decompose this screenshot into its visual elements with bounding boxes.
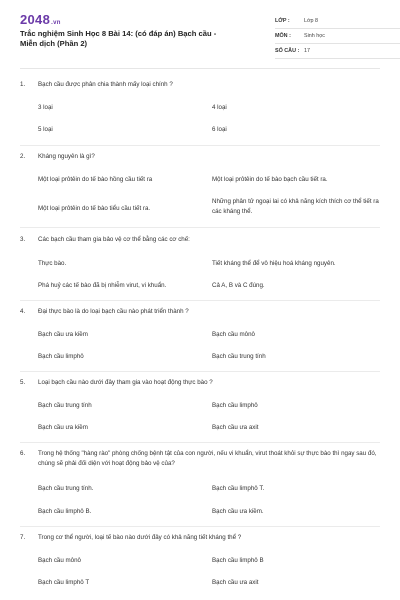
answer-option[interactable]: Tiết kháng thể để vô hiệu hoá kháng nguyên. <box>212 260 336 267</box>
question-separator <box>20 227 380 228</box>
question-4 <box>20 307 380 317</box>
answer-option[interactable]: Bạch cầu trung tính <box>212 353 266 360</box>
answer-option[interactable]: Bạch cầu ưa axit <box>212 424 259 431</box>
answer-option[interactable]: Bạch cầu ưa kiềm <box>38 424 88 431</box>
answer-option[interactable]: Bạch cầu ưa axit <box>212 579 259 586</box>
answer-option[interactable]: Bạch cầu ưa kiềm. <box>212 508 264 515</box>
meta-value: Lớp 8 <box>304 18 319 24</box>
answer-option[interactable]: Một loại prôtêin do tế bào tiểu cầu tiết ra. <box>38 205 151 212</box>
question-number: 1. <box>20 81 26 88</box>
question-number: 7. <box>20 534 26 541</box>
meta-key: MÔN : <box>275 33 291 39</box>
meta-value: 17 <box>304 48 310 54</box>
answer-option[interactable]: Bạch cầu mônô <box>212 331 255 338</box>
answer-option[interactable]: Bạch cầu limphô <box>38 353 84 360</box>
answer-option[interactable]: Thực bào. <box>38 260 67 267</box>
answer-option[interactable]: 4 loại <box>212 104 227 111</box>
question-separator <box>20 371 380 372</box>
answer-option[interactable]: Bạch cầu mônô <box>38 557 81 564</box>
question-number: 2. <box>20 153 26 160</box>
meta-key: SỐ CÂU : <box>275 48 300 54</box>
meta-key: LỚP : <box>275 18 290 24</box>
question-separator <box>20 145 380 146</box>
answer-option[interactable]: Một loại prôtêin do tế bào bạch cầu tiết ra. <box>212 176 328 183</box>
question-text: Trong cơ thể người, loại tế bào nào dưới đây có khả năng tiết kháng thể ? <box>38 534 242 541</box>
answer-option[interactable]: Bạch cầu trung tính <box>38 402 92 409</box>
question-5 <box>20 378 380 388</box>
question-7 <box>20 533 380 543</box>
answer-option[interactable]: Một loại prôtêin do tế bào hồng cầu tiết ra <box>38 176 153 183</box>
document-title: Trắc nghiệm Sinh Học 8 Bài 14: (có đáp án) Bạch cầu - Miễn dịch (Phần 2) <box>20 29 217 48</box>
answer-option[interactable]: Những phân tử ngoại lai có khả năng kích thích cơ thể tiết ra các kháng thể. <box>212 198 379 215</box>
answer-option[interactable]: Bạch cầu ưa kiềm <box>38 331 88 338</box>
question-text: Các bạch cầu tham gia bảo vệ cơ thể bằng các cơ chế: <box>38 236 190 243</box>
question-1 <box>20 80 380 90</box>
answer-option[interactable]: 3 loại <box>38 104 53 111</box>
question-text: Kháng nguyên là gì? <box>38 153 95 160</box>
question-6 <box>20 449 380 469</box>
question-number: 4. <box>20 308 26 315</box>
answer-option[interactable]: Phá huỷ các tế bào đã bị nhiễm virut, vi khuẩn. <box>38 282 167 289</box>
question-separator <box>20 442 380 443</box>
logo-suffix: .vn <box>51 20 61 26</box>
question-3 <box>20 235 380 245</box>
answer-option[interactable]: Bạch cầu limphô T. <box>212 485 265 492</box>
question-separator <box>20 526 380 527</box>
answer-option[interactable]: Bạch cầu limphô <box>212 402 258 409</box>
answer-option[interactable]: Cả A, B và C đúng. <box>212 282 265 289</box>
question-text: Loại bạch cầu nào dưới đây tham gia vào hoạt động thực bào ? <box>38 379 213 386</box>
question-text: Bạch cầu được phân chia thành mấy loại chính ? <box>38 81 173 88</box>
question-number: 3. <box>20 236 26 243</box>
question-number: 6. <box>20 450 26 457</box>
answer-option[interactable]: Bạch cầu limphô T <box>38 579 90 586</box>
question-text: Trong hệ thống "hàng rào" phòng chống bệnh tật của con người, nếu vi khuẩn, virut thoát khỏi sự thực bào thì ngay sau đó, chúng sẽ phải đối diện với hoạt động bảo vệ của? <box>38 450 377 467</box>
answer-option[interactable]: Bạch cầu limphô B. <box>38 508 92 515</box>
logo-text: 2048 <box>20 12 51 27</box>
answer-option[interactable]: Bạch cầu limphô B <box>212 557 264 564</box>
answer-option[interactable]: 5 loại <box>38 126 53 133</box>
answer-option[interactable]: 6 loại <box>212 126 227 133</box>
question-number: 5. <box>20 379 26 386</box>
question-separator <box>20 300 380 301</box>
answer-option[interactable]: Bạch cầu trung tính. <box>38 485 94 492</box>
meta-value: Sinh học <box>304 33 325 39</box>
question-2 <box>20 152 380 162</box>
question-text: Đại thực bào là do loại bạch cầu nào phát triển thành ? <box>38 308 189 315</box>
